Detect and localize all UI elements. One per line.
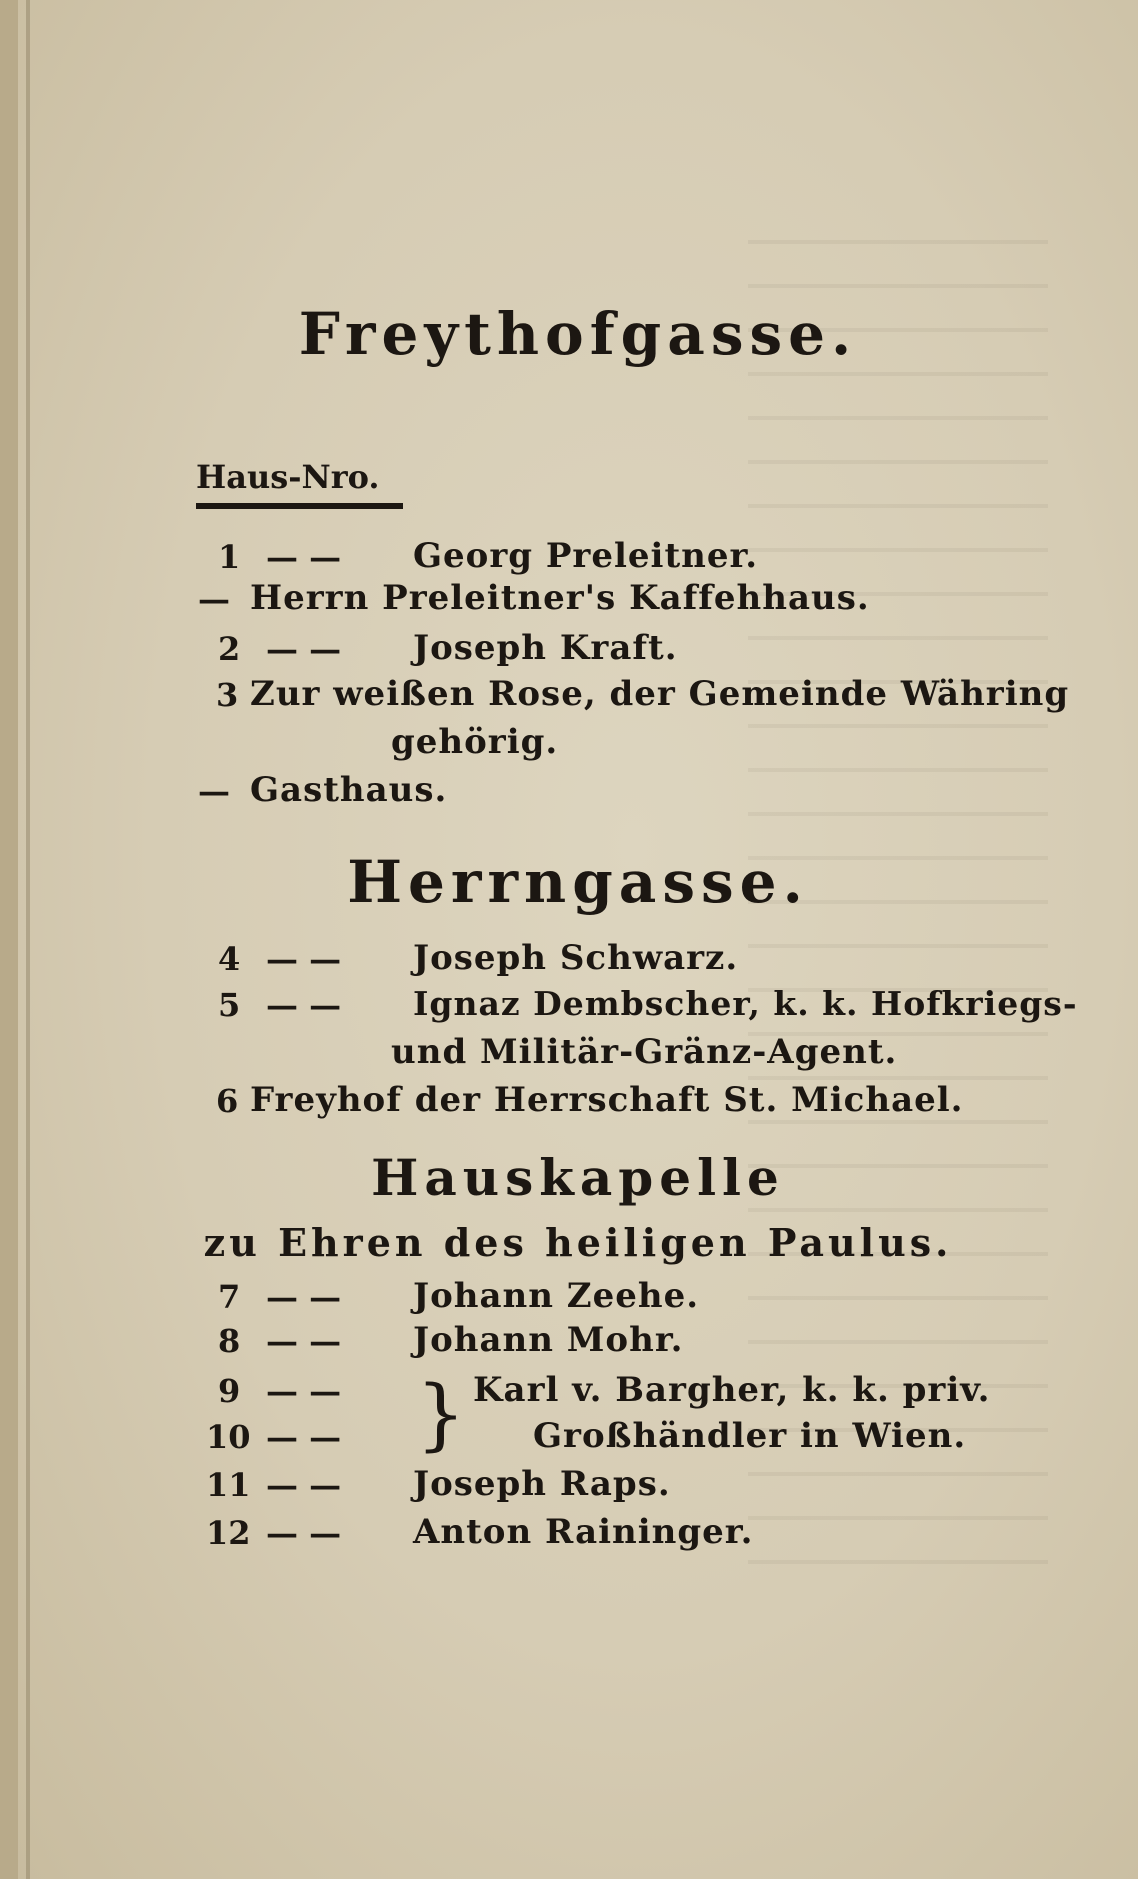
entry-text: Anton Raininger. (413, 1512, 754, 1552)
entry-text: Johann Zeehe. (413, 1276, 700, 1316)
entry-dashes: — — (266, 538, 342, 576)
entry-text: und Militär-Gränz-Agent. (391, 1032, 898, 1072)
entry-text: Karl v. Bargher, k. k. priv. (473, 1370, 991, 1410)
entry-dashes: — (198, 772, 230, 810)
entry-text: Ignaz Dembscher, k. k. Hofkriegs- (413, 984, 1078, 1023)
entry-text: Herrn Preleitner's Kaffehhaus. (250, 578, 870, 618)
entry-number: 6 (216, 1082, 239, 1120)
haus-nro-underline (196, 503, 403, 509)
entry-text: Johann Mohr. (413, 1320, 684, 1360)
entry-text: Joseph Schwarz. (413, 938, 739, 978)
entry-text: Gasthaus. (250, 770, 448, 810)
entry-text: Großhändler in Wien. (533, 1416, 967, 1456)
entry-dashes: — — (266, 986, 342, 1024)
heading-freythofgasse: Freythofgasse. (298, 300, 858, 368)
entry-dashes: — — (266, 1278, 342, 1316)
entry-dashes: — — (266, 1418, 342, 1456)
entry-text: Georg Preleitner. (413, 536, 759, 576)
entry-number: 12 (206, 1514, 251, 1552)
haus-nro-label: Haus-Nro. (196, 458, 380, 496)
entry-number: 3 (216, 676, 239, 714)
entry-number: 4 (218, 940, 241, 978)
entry-text: gehörig. (391, 722, 559, 762)
entry-dashes: — — (266, 1322, 342, 1360)
entry-text: Joseph Raps. (413, 1464, 671, 1504)
grouping-brace: } (416, 1370, 466, 1460)
entry-dashes: — (198, 580, 230, 618)
entry-dashes: — — (266, 1466, 342, 1504)
entry-number: 2 (218, 630, 241, 668)
entry-text: Freyhof der Herrschaft St. Michael. (250, 1080, 964, 1120)
entry-number: 5 (218, 986, 241, 1024)
entry-text: Joseph Kraft. (413, 628, 678, 668)
heading-hauskapelle: Hauskapelle (371, 1148, 785, 1207)
entry-dashes: — — (266, 1372, 342, 1410)
entry-text: Zur weißen Rose, der Gemeinde Währing (250, 674, 1070, 714)
entry-dashes: — — (266, 940, 342, 978)
entry-number: 11 (206, 1466, 251, 1504)
entry-dashes: — — (266, 1514, 342, 1552)
entry-number: 8 (218, 1322, 241, 1360)
entry-number: 7 (218, 1278, 241, 1316)
page-spine-edge (26, 0, 30, 1879)
heading-herrngasse: Herrngasse. (347, 848, 809, 916)
entry-dashes: — — (266, 630, 342, 668)
entry-number: 1 (218, 538, 241, 576)
entry-number: 10 (206, 1418, 251, 1456)
heading-hauskapelle-subtitle: zu Ehren des heiligen Paulus. (203, 1220, 953, 1265)
entry-number: 9 (218, 1372, 241, 1410)
